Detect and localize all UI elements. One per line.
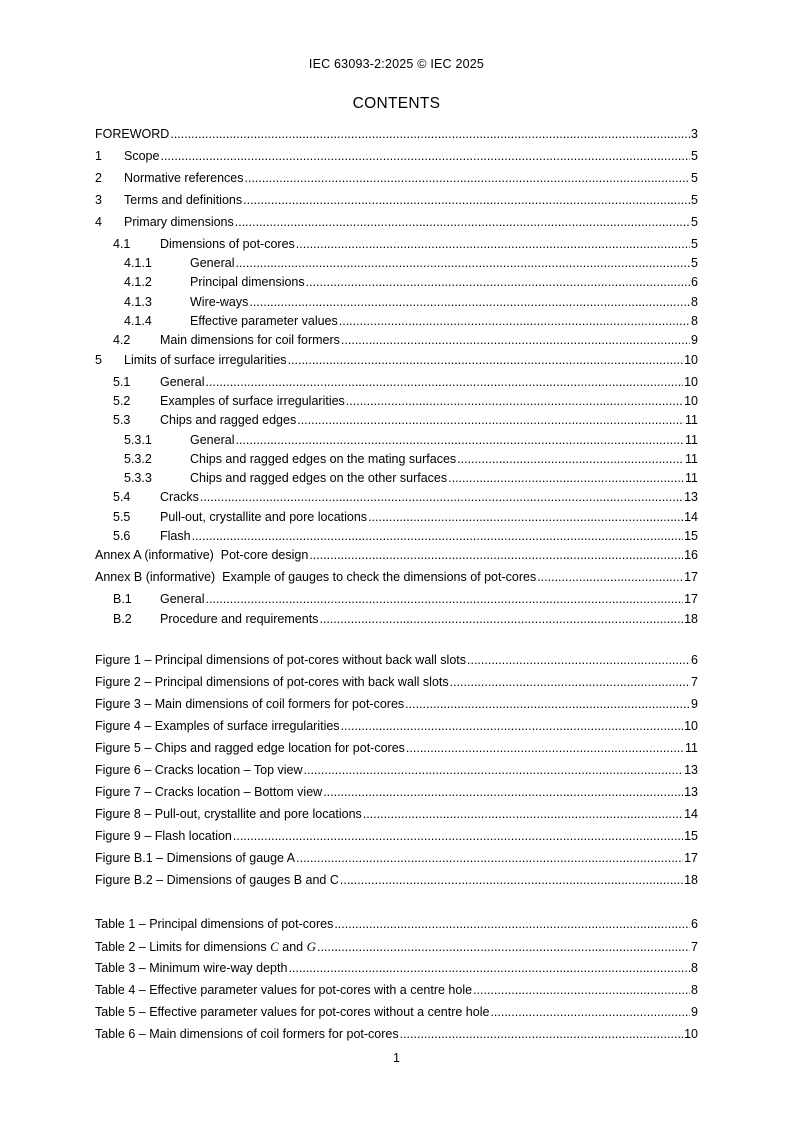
figure-entry[interactable] (95, 827, 698, 846)
page-number: 1 (393, 1051, 400, 1065)
toc-entry-number: 4.1.3 (124, 295, 152, 309)
toc-entry-label: Dimensions of pot-cores (160, 237, 295, 251)
table-entry-page: 10 (684, 1027, 698, 1041)
figure-entry-label: Figure 8 – Pull-out, crystallite and pore locations (95, 807, 362, 821)
toc-entry-number: 4.1.2 (124, 275, 152, 289)
toc-entry-number: 4.1 (113, 237, 131, 251)
toc-entry-page: 5 (691, 256, 698, 270)
figure-entry[interactable] (95, 673, 698, 692)
toc-entry-page: 5 (691, 215, 698, 229)
toc-entry-label: Examples of surface irregularities (160, 394, 345, 408)
toc-entry-4-1-2[interactable] (95, 273, 698, 292)
toc-entry-number: 2 (95, 171, 102, 185)
toc-entry-label: General (190, 256, 235, 270)
toc-entry-annex-b[interactable] (95, 568, 698, 587)
figure-entry-page: 18 (684, 873, 698, 887)
toc-entry-b-1[interactable] (95, 590, 698, 609)
figure-entry-label: Figure 2 – Principal dimensions of pot-cores with back wall slots (95, 675, 449, 689)
table-entry-page: 9 (691, 1005, 698, 1019)
toc-entry-page: 17 (684, 570, 698, 584)
document-header: IEC 63093-2:2025 © IEC 2025 (308, 57, 485, 71)
table-entry[interactable] (95, 1003, 698, 1022)
toc-entry-5-6[interactable] (95, 527, 698, 546)
toc-entry-4-1[interactable] (95, 235, 698, 254)
figure-entry[interactable] (95, 717, 698, 736)
toc-entry-terms-and-definitions[interactable] (95, 191, 698, 210)
toc-entry-label: Flash (160, 529, 191, 543)
toc-entry-page: 3 (691, 127, 698, 141)
table-entry[interactable] (95, 1025, 698, 1044)
toc-entry-number: 5 (95, 353, 102, 367)
toc-entry-5-1[interactable] (95, 373, 698, 392)
table-entry-page: 7 (691, 940, 698, 954)
toc-entry-number: 5.3 (113, 413, 131, 427)
figure-entry[interactable] (95, 739, 698, 758)
toc-entry-label: Chips and ragged edges (160, 413, 297, 427)
toc-entry-page: 9 (691, 333, 698, 347)
toc-entry-foreword[interactable] (95, 125, 698, 144)
table-entry[interactable] (95, 959, 698, 978)
figure-entry-page: 13 (684, 785, 698, 799)
toc-entry-number: 4.2 (113, 333, 131, 347)
toc-entry-4-2[interactable] (95, 331, 698, 350)
toc-entry-label: Scope (124, 149, 160, 163)
toc-entry-page: 8 (691, 295, 698, 309)
toc-entry-5-3[interactable] (95, 411, 698, 430)
toc-entry-page: 10 (684, 375, 698, 389)
toc-entry-number: 5.6 (113, 529, 131, 543)
toc-entry-page: 18 (684, 612, 698, 626)
toc-entry-label: Chips and ragged edges on the other surfaces (190, 471, 448, 485)
figure-entry[interactable] (95, 871, 698, 890)
toc-entry-label: Annex A (informative) Pot-core design (95, 548, 309, 562)
table-entry-page: 6 (691, 917, 698, 931)
toc-entry-number: 1 (95, 149, 102, 163)
table-entry-label: Table 5 – Effective parameter values for pot-cores without a centre hole (95, 1005, 490, 1019)
table-entry-page: 8 (691, 961, 698, 975)
toc-entry-page: 17 (684, 592, 698, 606)
toc-entry-page: 5 (691, 149, 698, 163)
toc-entry-page: 6 (691, 275, 698, 289)
toc-entry-number: 5.2 (113, 394, 131, 408)
toc-entry-page: 5 (691, 193, 698, 207)
table-entry-label: Table 4 – Effective parameter values for pot-cores with a centre hole (95, 983, 473, 997)
figure-entry-label: Figure 1 – Principal dimensions of pot-cores without back wall slots (95, 653, 467, 667)
figure-entry[interactable] (95, 849, 698, 868)
toc-entry-5-2[interactable] (95, 392, 698, 411)
toc-entry-number: 5.3.2 (124, 452, 152, 466)
toc-entry-4-1-1[interactable] (95, 254, 698, 273)
toc-entry-5-5[interactable] (95, 508, 698, 527)
toc-entry-b-2[interactable] (95, 610, 698, 629)
table-entry-label: Table 3 – Minimum wire-way depth (95, 961, 288, 975)
toc-entry-page: 5 (691, 171, 698, 185)
toc-entry-5-3-2[interactable] (95, 450, 698, 469)
figure-entry-page: 10 (684, 719, 698, 733)
figure-entry-label: Figure B.1 – Dimensions of gauge A (95, 851, 296, 865)
figure-entry-label: Figure 4 – Examples of surface irregularities (95, 719, 340, 733)
figure-entry[interactable] (95, 805, 698, 824)
toc-entry-number: 3 (95, 193, 102, 207)
figure-entry-page: 13 (684, 763, 698, 777)
toc-entry-page: 14 (684, 510, 698, 524)
toc-entry-number: 5.4 (113, 490, 131, 504)
table-entry[interactable] (95, 937, 698, 956)
figure-entry-page: 15 (684, 829, 698, 843)
toc-entry-page: 11 (685, 452, 698, 466)
figure-entry-label: Figure 5 – Chips and ragged edge location for pot-cores (95, 741, 405, 755)
toc-entry-4-1-4[interactable] (95, 312, 698, 331)
toc-entry-label: Wire-ways (190, 295, 249, 309)
toc-entry-number: 5.3.3 (124, 471, 152, 485)
toc-entry-label: Cracks (160, 490, 199, 504)
toc-entry-page: 10 (684, 394, 698, 408)
toc-entry-number: 4.1.1 (124, 256, 152, 270)
table-entry[interactable] (95, 915, 698, 934)
figure-entry-page: 11 (685, 741, 698, 755)
toc-entry-page: 15 (684, 529, 698, 543)
figure-entry-page: 17 (684, 851, 698, 865)
toc-entry-number: B.2 (113, 612, 132, 626)
figure-entry-page: 7 (691, 675, 698, 689)
toc-entry-label: Annex B (informative) Example of gauges to check the dimensions of pot-cores (95, 570, 537, 584)
figure-entry[interactable] (95, 695, 698, 714)
toc-entry-page: 10 (684, 353, 698, 367)
toc-entry-5-3-1[interactable] (95, 431, 698, 450)
figure-entry-page: 9 (691, 697, 698, 711)
table-entry-label: Table 1 – Principal dimensions of pot-cores (95, 917, 334, 931)
toc-entry-label: Normative references (124, 171, 244, 185)
toc-entry-number: 5.5 (113, 510, 131, 524)
toc-entry-5-3-3[interactable] (95, 469, 698, 488)
table-entry[interactable] (95, 981, 698, 1000)
toc-entry-page: 13 (684, 490, 698, 504)
dimension-variable: G (306, 939, 316, 954)
figure-entry-label: Figure 7 – Cracks location – Bottom view (95, 785, 323, 799)
toc-entry-label: Chips and ragged edges on the mating surfaces (190, 452, 457, 466)
toc-entry-4-1-3[interactable] (95, 293, 698, 312)
toc-entry-number: 5.3.1 (124, 433, 152, 447)
toc-entry-page: 11 (685, 413, 698, 427)
table-entry-label: Table 2 – Limits for dimensions C and G (95, 939, 316, 954)
toc-entry-annex-a[interactable] (95, 546, 698, 565)
toc-entry-label: Procedure and requirements (160, 612, 319, 626)
toc-entry-page: 11 (685, 433, 698, 447)
toc-entry-number: B.1 (113, 592, 132, 606)
toc-entry-normative-references[interactable] (95, 169, 698, 188)
toc-entry-label: Principal dimensions (190, 275, 305, 289)
toc-entry-label: General (160, 375, 205, 389)
toc-entry-number: 5.1 (113, 375, 131, 389)
toc-entry-label: Terms and definitions (124, 193, 243, 207)
toc-entry-page: 8 (691, 314, 698, 328)
toc-entry-primary-dimensions[interactable] (95, 213, 698, 232)
figure-entry-label: Figure 9 – Flash location (95, 829, 232, 843)
toc-entry-5-4[interactable] (95, 488, 698, 507)
table-entry-label: Table 6 – Main dimensions of coil formers for pot-cores (95, 1027, 399, 1041)
toc-entry-number: 4.1.4 (124, 314, 152, 328)
figure-entry-page: 14 (684, 807, 698, 821)
toc-entry-label: FOREWORD (95, 127, 170, 141)
figure-entry[interactable] (95, 761, 698, 780)
toc-entry-label: Effective parameter values (190, 314, 338, 328)
toc-entry-label: Primary dimensions (124, 215, 234, 229)
toc-entry-page: 5 (691, 237, 698, 251)
toc-entry-label: Pull-out, crystallite and pore locations (160, 510, 368, 524)
figure-entry-label: Figure 6 – Cracks location – Top view (95, 763, 303, 777)
toc-entry-label: General (160, 592, 205, 606)
dimension-variable: C (270, 939, 279, 954)
toc-entry-surface-irregularities[interactable] (95, 351, 698, 370)
toc-entry-label: Main dimensions for coil formers (160, 333, 340, 347)
page-title: CONTENTS (352, 95, 441, 112)
toc-entry-page: 11 (685, 471, 698, 485)
toc-entry-label: General (190, 433, 235, 447)
toc-entry-number: 4 (95, 215, 102, 229)
figure-entry-label: Figure 3 – Main dimensions of coil formers for pot-cores (95, 697, 405, 711)
figure-entry[interactable] (95, 651, 698, 670)
table-entry-page: 8 (691, 983, 698, 997)
figure-entry-label: Figure B.2 – Dimensions of gauges B and C (95, 873, 339, 887)
figure-entry[interactable] (95, 783, 698, 802)
toc-entry-page: 16 (684, 548, 698, 562)
toc-entry-scope[interactable] (95, 147, 698, 166)
figure-entry-page: 6 (691, 653, 698, 667)
toc-entry-label: Limits of surface irregularities (124, 353, 287, 367)
